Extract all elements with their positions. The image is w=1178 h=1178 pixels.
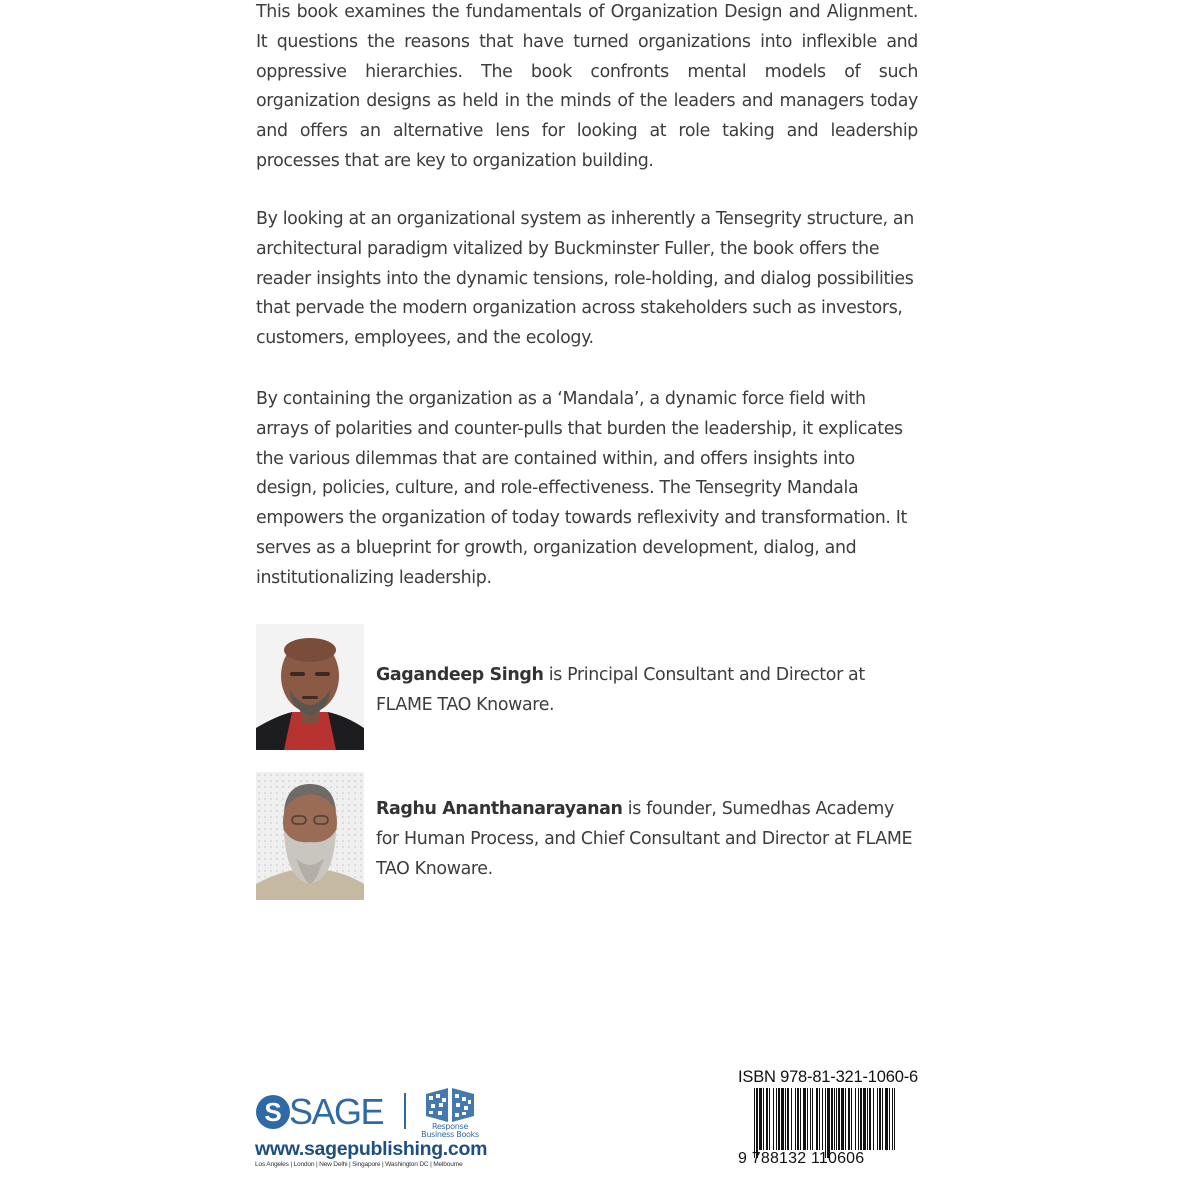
barcode-bar <box>810 1088 811 1150</box>
barcode-bar <box>858 1088 859 1150</box>
barcode-bar <box>769 1088 770 1150</box>
barcode-bar <box>877 1088 878 1150</box>
barcode-bar <box>873 1088 874 1150</box>
author-photo-gagandeep-singh <box>256 624 364 750</box>
barcode-bar <box>763 1088 764 1150</box>
barcode-bar <box>841 1088 844 1150</box>
barcode-bar <box>766 1088 768 1150</box>
author-bio-text-2: is founder, Sumedhas Academy for Human Process, and Chief Consultant and Director at FLAME TAO Knoware. <box>376 799 913 879</box>
barcode-bar <box>831 1088 833 1150</box>
barcode-bar <box>827 1088 830 1158</box>
barcode-bar <box>812 1088 813 1150</box>
barcode-bar <box>807 1088 808 1150</box>
barcode-bar <box>797 1088 799 1150</box>
response-caption-line-1: Response <box>431 1122 469 1131</box>
barcode-bar <box>851 1088 852 1150</box>
author-bio-1 <box>376 661 916 721</box>
author-bio-2 <box>376 795 916 884</box>
barcode-bar <box>800 1088 801 1150</box>
barcode-bar <box>879 1088 881 1150</box>
barcode-bar <box>754 1088 755 1158</box>
barcode-bar <box>759 1088 762 1150</box>
publisher-url: www.sagepublishing.com <box>255 1138 488 1160</box>
isbn-label: ISBN 978-81-321-1060-6 <box>738 1068 918 1086</box>
barcode-bar <box>795 1088 796 1150</box>
barcode-bar <box>885 1088 888 1150</box>
barcode-bar <box>855 1088 856 1150</box>
barcode-bar <box>778 1088 780 1150</box>
barcode-bar <box>776 1088 777 1150</box>
description-paragraph-3: By containing the organization as a ‘Mandala’, a dynamic force field with arrays of polarities and counter-pulls that burden the leadership, it explicates the various dilemmas that are contained within, and offers insights into design, policies, culture, and role-effectiveness. The Tensegrity Mandala empowers the organization of today towards reflexivity and transformation. It serves as a blueprint for growth, organization development, dialog, and institutionalizing leadership. <box>256 389 908 588</box>
barcode-bar <box>756 1088 758 1158</box>
barcode-bar <box>816 1088 818 1150</box>
barcode-bar <box>836 1088 837 1150</box>
barcode-bar <box>848 1088 850 1150</box>
barcode-bar <box>791 1088 792 1150</box>
response-business-books-caption <box>420 1123 480 1139</box>
barcode-bar <box>889 1088 890 1150</box>
publisher-divider <box>404 1093 406 1129</box>
barcode-bar <box>785 1088 786 1150</box>
barcode-bar <box>803 1088 806 1150</box>
barcode-bar <box>863 1088 866 1150</box>
barcode-bar <box>825 1088 826 1158</box>
barcode-bar <box>869 1088 871 1150</box>
sage-logo-text: SAGE <box>289 1091 384 1132</box>
barcode-bar <box>819 1088 820 1150</box>
barcode-bar <box>787 1088 789 1150</box>
barcode-bar <box>838 1088 840 1150</box>
barcode-bar <box>834 1088 835 1150</box>
sage-logo <box>255 1090 385 1134</box>
barcode-bar <box>892 1088 893 1150</box>
author-name-1: Gagandeep Singh <box>376 665 544 685</box>
barcode-bar <box>773 1088 774 1150</box>
publisher-cities: Los Angeles | London | New Delhi | Singapore | Washington DC | Melbourne <box>255 1161 463 1168</box>
author-name-2: Raghu Ananthanarayanan <box>376 799 623 819</box>
barcode-bar <box>867 1088 868 1150</box>
barcode-bar <box>882 1088 883 1150</box>
response-caption-line-2: Business Books <box>421 1130 479 1139</box>
description-paragraph-1: This book examines the fundamentals of Organization Design and Alignment. It questions the reasons that have turned organizations into inflexible and oppressive hierarchies. The book confronts mental models of such organization designs as held in the minds of the leaders and managers today and offers an alternative lens for looking at role taking and leadership processes that are key to organization building. <box>256 2 918 171</box>
author-bio-text-1: is Principal Consultant and Director at FLAME TAO Knoware. <box>376 665 865 715</box>
author-photo-raghu-ananthanarayanan <box>256 772 364 900</box>
barcode-bar <box>822 1088 823 1150</box>
barcode-bar <box>860 1088 862 1150</box>
description-paragraph-2: By looking at an organizational system as inherently a Tensegrity structure, an architectural paradigm vitalized by Buckminster Fuller, the book offers the reader insights into the dynamic tensions, role-holding, and dialog possibilities that pervade the modern organization across stakeholders such as investors, customers, employees, and the ecology. <box>256 209 914 349</box>
svg-text:S: S <box>264 1097 282 1127</box>
barcode-digits: 9 788132 110606 <box>738 1150 865 1167</box>
barcode-bar <box>845 1088 846 1150</box>
barcode-bar <box>781 1088 784 1150</box>
barcode-bar <box>894 1088 895 1150</box>
